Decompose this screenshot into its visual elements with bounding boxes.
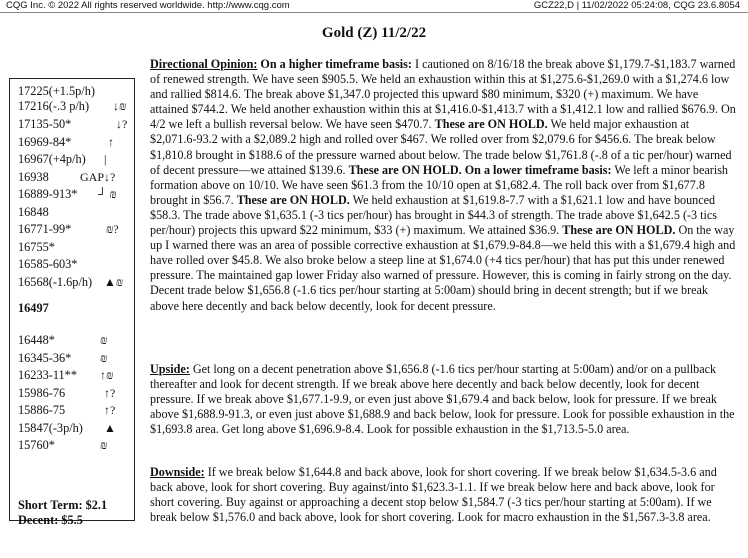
- level-row: 15760* ₪: [18, 438, 108, 452]
- level-row: 17216(-.3 p/h) ↓₪: [18, 99, 127, 113]
- level-row: 17135-50* ↓?: [18, 117, 128, 131]
- level-row: 16585-603*: [18, 257, 78, 271]
- chart-header-bar: [0, 0, 748, 13]
- higher-timeframe-label: On a higher timeframe basis:: [260, 57, 412, 71]
- decent-value: Decent: $5.5: [18, 513, 83, 527]
- level-row: 16771-99* ₪?: [18, 222, 119, 236]
- level-row: 16969-84* ↑: [18, 135, 114, 149]
- level-row: 16889-913* ┘ ₪: [18, 187, 117, 201]
- level-row: 16233-11** ↑₪: [18, 368, 114, 382]
- level-row: 16448* ₪: [18, 333, 108, 347]
- report-title: Gold (Z) 11/2/22: [321, 25, 427, 41]
- directional-opinion-label: Directional Opinion:: [150, 57, 258, 71]
- lower-timeframe-label: On a lower timeframe basis:: [464, 162, 612, 177]
- copyright-text: CQG Inc. © 2022 All rights reserved worldwide. http://www.cqg.com: [6, 0, 290, 11]
- opinion-text: We left a minor bearish formation above on 10/10. We have seen $61.3 from the 10/10 open at $1,682.4. The roll back over from $1,677.8 brought in $56.7.: [150, 162, 728, 207]
- level-row: 16967(+4p/h) |: [18, 152, 107, 166]
- level-row: 17225(+1.5p/h): [18, 84, 95, 98]
- level-row: 16848: [18, 205, 49, 219]
- level-row: 16938 GAP↓?: [18, 170, 116, 184]
- on-hold-text: These are ON HOLD.: [434, 117, 548, 132]
- level-row: 16568(-1.6p/h) ▲₪: [18, 275, 124, 289]
- level-row: 16755*: [18, 240, 55, 254]
- upside-paragraph: [150, 362, 736, 437]
- level-row: 15886-75 ↑?: [18, 403, 116, 417]
- level-row: 15847(-3p/h) ▲: [18, 421, 116, 435]
- opinion-text: On the way up I warned there was an area of possible corrective exhaustion at $1,679.9-84.8—we held this with a $1,679.4 high and have rolled over $45.8. We also broke below a steep line at $1,674.0 (+4 tics per/hour) that has put this under renewed pressure. The maintained gap lower Friday also warned of pressure. However, this is coming in fairly strong on the day. Decent trade below $1,656.8 (-1.6 tics per/hour starting at 5:00am) should bring in decent strength; but if we break above here decently and back below decently, look for decent pressure.: [150, 223, 736, 313]
- downside-text: If we break below $1,644.8 and back above, look for short covering. If we break below $1,634.5-3.6 and back above, look for short covering. Buy against/into $1,623.3-1.1. If we break below here and back above, look for short covering. Buy against or approaching a decent stop below $1,584.7 (-3 tics per/hour starting at 5:00am). If we break below $1,576.0 and back above, look for short covering. Look for macro exhaustion in the $1,567.3-3.8 area.: [150, 465, 717, 525]
- directional-opinion-paragraph: [150, 57, 736, 314]
- on-hold-text: These are ON HOLD.: [236, 192, 350, 207]
- symbol-timestamp-text: GCZ22,D | 11/02/2022 05:24:08, CQG 23.6.8054: [533, 0, 740, 11]
- short-term-value: Short Term: $2.1: [18, 498, 108, 512]
- downside-paragraph: [150, 465, 736, 525]
- opinion-text: I cautioned on 8/16/18 the break above $1,179.7-$1,183.7 warned of renewed strength. We have seen $905.5. We held an exhaustion within this at $1,275.6-$1,269.0 with a $1,274.6 low and rallied $814.6. The break above $1,347.0 projected this upward $80 minimum, $320 (+) maximum. We have attained $744.2. We held another exhaustion within this at $1,416.0-$1,413.7 with a $1,412.1 low and rallied $676.9. On 4/2 we left a bullish reversal below. We have seen $470.7.: [150, 57, 736, 132]
- on-hold-text: These are ON HOLD.: [348, 162, 462, 177]
- downside-label: Downside:: [150, 465, 205, 479]
- upside-label: Upside:: [150, 362, 190, 376]
- level-row: 15986-76 ↑?: [18, 386, 116, 400]
- opinion-text: We held major exhaustion at $2,071.6-93.2 with a $2,089.2 high and rolled over $467. We rolled over from $2,079.6 for $456.6. The break below $1,810.8 brought in $188.6 of the pressure warned about below. The trade below $1,761.8 (-.8 of a tic per/hour) warned of decent pressure—we attained $139.6.: [150, 117, 732, 177]
- price-levels-box: [9, 78, 135, 527]
- on-hold-text: These are ON HOLD.: [562, 223, 676, 238]
- level-row: 16345-36* ₪: [18, 351, 108, 365]
- opinion-text: We held exhaustion at $1,619.8-7.7 with a $1,621.1 low and have bounced $58.3. The trade above $1,635.1 (-3 tics per/hour) has brought in $44.3 of strength. The trade above $1,642.5 (-3 tics per/hour) projects this upward $22 minimum, $33 (+) maximum. We attained $36.9.: [150, 192, 717, 238]
- level-row: 16497: [18, 301, 49, 315]
- upside-text: Get long on a decent penetration above $1,656.8 (-1.6 tics per/hour starting at 5:00am) and/or on a pullback thereafter and look for decent strength. If we break above here decently and back below decently, look for decent pressure. If we break above $1,677.1-9.9, or even just above $1,679.4 and back below, look for pressure. If we break above $1,688.9-91.3, or even just above $1,688.9 and back below, look for pressure. Look for possible exhaustion in the $1,693.8 area. Get long above $1,696.9-8.4. Look for possible exhaustion in the $1,713.5-5.0 area.: [150, 362, 735, 437]
